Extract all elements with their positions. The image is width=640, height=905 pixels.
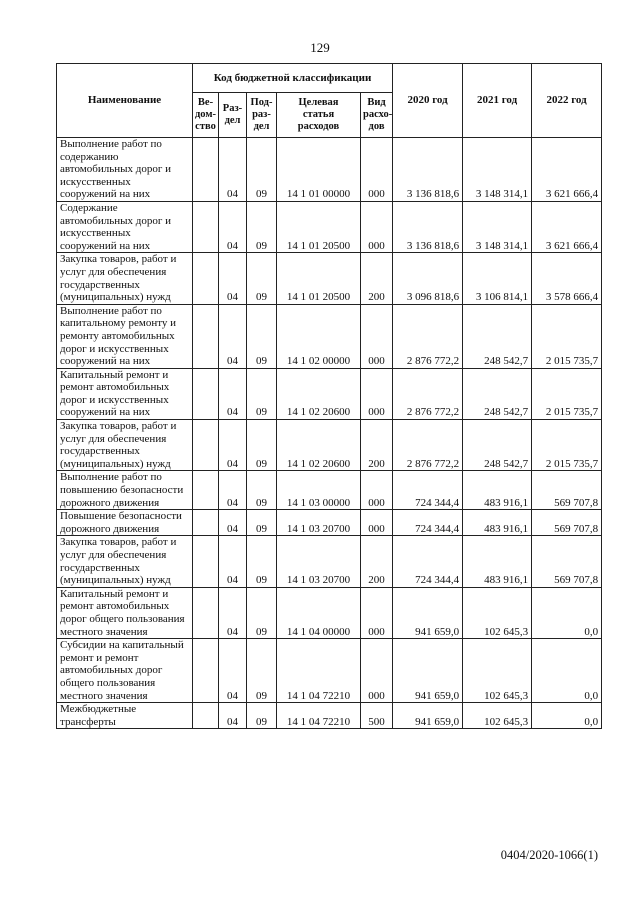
row-amount-2022: 3 621 666,4 [532,201,602,252]
row-amount-2020: 2 876 772,2 [393,304,463,368]
row-name: Закупка товаров, работ и услуг для обеспечения государственных (муниципальных) нужд [57,420,193,471]
row-razdel: 04 [219,471,247,510]
row-podrazdel: 09 [247,138,277,202]
row-target-article: 14 1 04 72210 [277,639,361,703]
header-2022: 2022 год [532,64,602,138]
table-row [57,587,602,638]
table-row [57,471,602,510]
row-expense-type: 000 [361,368,393,419]
row-amount-2021: 102 645,3 [463,703,532,729]
row-name: Повышение безопасности дорожного движения [57,510,193,536]
row-expense-type: 200 [361,536,393,587]
row-amount-2022: 0,0 [532,587,602,638]
row-amount-2021: 3 148 314,1 [463,138,532,202]
header-2020: 2020 год [393,64,463,138]
table-row [57,304,602,368]
row-amount-2020: 941 659,0 [393,639,463,703]
row-amount-2020: 941 659,0 [393,587,463,638]
table-row [57,639,602,703]
table-row [57,536,602,587]
row-amount-2022: 0,0 [532,639,602,703]
table-row [57,420,602,471]
row-name: Выполнение работ по повышению безопасности дорожного движения [57,471,193,510]
row-amount-2021: 3 106 814,1 [463,253,532,304]
row-podrazdel: 09 [247,471,277,510]
row-target-article: 14 1 01 20500 [277,253,361,304]
row-razdel: 04 [219,368,247,419]
row-target-article: 14 1 01 00000 [277,138,361,202]
row-amount-2021: 483 916,1 [463,536,532,587]
row-name: Субсидии на капитальный ремонт и ремонт автомобильных дорог общего пользования местного значения [57,639,193,703]
row-amount-2020: 724 344,4 [393,510,463,536]
row-podrazdel: 09 [247,253,277,304]
row-target-article: 14 1 04 00000 [277,587,361,638]
row-razdel: 04 [219,510,247,536]
table-row [57,201,602,252]
row-expense-type: 000 [361,138,393,202]
row-target-article: 14 1 03 00000 [277,471,361,510]
row-amount-2022: 2 015 735,7 [532,368,602,419]
row-podrazdel: 09 [247,368,277,419]
row-target-article: 14 1 02 20600 [277,420,361,471]
table-row [57,703,602,729]
header-2021: 2021 год [463,64,532,138]
row-vedomstvo [193,471,219,510]
row-razdel: 04 [219,639,247,703]
table-row [57,368,602,419]
row-amount-2021: 102 645,3 [463,587,532,638]
row-vedomstvo [193,253,219,304]
row-razdel: 04 [219,536,247,587]
row-vedomstvo [193,138,219,202]
row-target-article: 14 1 01 20500 [277,201,361,252]
row-name: Закупка товаров, работ и услуг для обеспечения государственных (муниципальных) нужд [57,536,193,587]
row-name: Содержание автомобильных дорог и искусственных сооружений на них [57,201,193,252]
row-name: Межбюджетные трансферты [57,703,193,729]
row-amount-2022: 569 707,8 [532,510,602,536]
row-amount-2021: 248 542,7 [463,420,532,471]
header-classification-code: Код бюджетной классификации [193,64,393,93]
row-target-article: 14 1 03 20700 [277,536,361,587]
row-amount-2022: 2 015 735,7 [532,304,602,368]
row-amount-2022: 0,0 [532,703,602,729]
row-amount-2020: 2 876 772,2 [393,368,463,419]
row-razdel: 04 [219,703,247,729]
row-name: Капитальный ремонт и ремонт автомобильных дорог и искусственных сооружений на них [57,368,193,419]
document-code: 0404/2020-1066(1) [500,848,598,862]
table-row [57,510,602,536]
header-target-article: Целевая статья расходов [277,93,361,138]
row-podrazdel: 09 [247,587,277,638]
row-target-article: 14 1 02 20600 [277,368,361,419]
row-amount-2022: 3 621 666,4 [532,138,602,202]
row-razdel: 04 [219,253,247,304]
header-razdel: Раз- дел [219,93,247,138]
header-vedomstvo: Ве- дом- ство [193,93,219,138]
row-vedomstvo [193,510,219,536]
header-expense-type: Вид расхо- дов [361,93,393,138]
row-podrazdel: 09 [247,201,277,252]
row-amount-2020: 3 136 818,6 [393,201,463,252]
row-name: Капитальный ремонт и ремонт автомобильных дорог общего пользования местного значения [57,587,193,638]
row-vedomstvo [193,639,219,703]
row-vedomstvo [193,201,219,252]
row-podrazdel: 09 [247,304,277,368]
table-row [57,138,602,202]
row-expense-type: 000 [361,471,393,510]
row-expense-type: 000 [361,510,393,536]
row-name: Выполнение работ по содержанию автомобильных дорог и искусственных сооружений на них [57,138,193,202]
row-amount-2021: 3 148 314,1 [463,201,532,252]
row-razdel: 04 [219,420,247,471]
row-amount-2020: 3 136 818,6 [393,138,463,202]
row-vedomstvo [193,368,219,419]
row-vedomstvo [193,536,219,587]
row-amount-2021: 248 542,7 [463,304,532,368]
row-expense-type: 000 [361,201,393,252]
row-expense-type: 200 [361,253,393,304]
header-podrazdel: Под- раз- дел [247,93,277,138]
row-name: Закупка товаров, работ и услуг для обеспечения государственных (муниципальных) нужд [57,253,193,304]
row-name: Выполнение работ по капитальному ремонту и ремонту автомобильных дорог и искусственных сооружений на них [57,304,193,368]
table-body [57,138,602,729]
row-vedomstvo [193,304,219,368]
row-razdel: 04 [219,304,247,368]
row-amount-2022: 569 707,8 [532,471,602,510]
row-podrazdel: 09 [247,420,277,471]
row-target-article: 14 1 02 00000 [277,304,361,368]
row-razdel: 04 [219,587,247,638]
row-vedomstvo [193,703,219,729]
row-expense-type: 000 [361,304,393,368]
row-expense-type: 000 [361,639,393,703]
row-expense-type: 500 [361,703,393,729]
header-name: Наименование [57,64,193,138]
row-amount-2020: 3 096 818,6 [393,253,463,304]
row-expense-type: 200 [361,420,393,471]
row-vedomstvo [193,420,219,471]
page-number: 129 [310,40,330,55]
row-amount-2020: 2 876 772,2 [393,420,463,471]
row-amount-2020: 941 659,0 [393,703,463,729]
row-podrazdel: 09 [247,703,277,729]
row-amount-2022: 569 707,8 [532,536,602,587]
budget-table [56,63,602,729]
row-amount-2021: 483 916,1 [463,471,532,510]
table-row [57,253,602,304]
row-target-article: 14 1 04 72210 [277,703,361,729]
row-vedomstvo [193,587,219,638]
row-amount-2021: 102 645,3 [463,639,532,703]
row-expense-type: 000 [361,587,393,638]
row-amount-2022: 2 015 735,7 [532,420,602,471]
row-amount-2020: 724 344,4 [393,536,463,587]
row-target-article: 14 1 03 20700 [277,510,361,536]
row-amount-2021: 248 542,7 [463,368,532,419]
row-podrazdel: 09 [247,510,277,536]
row-podrazdel: 09 [247,536,277,587]
row-amount-2020: 724 344,4 [393,471,463,510]
row-razdel: 04 [219,201,247,252]
row-podrazdel: 09 [247,639,277,703]
row-amount-2022: 3 578 666,4 [532,253,602,304]
row-amount-2021: 483 916,1 [463,510,532,536]
row-razdel: 04 [219,138,247,202]
